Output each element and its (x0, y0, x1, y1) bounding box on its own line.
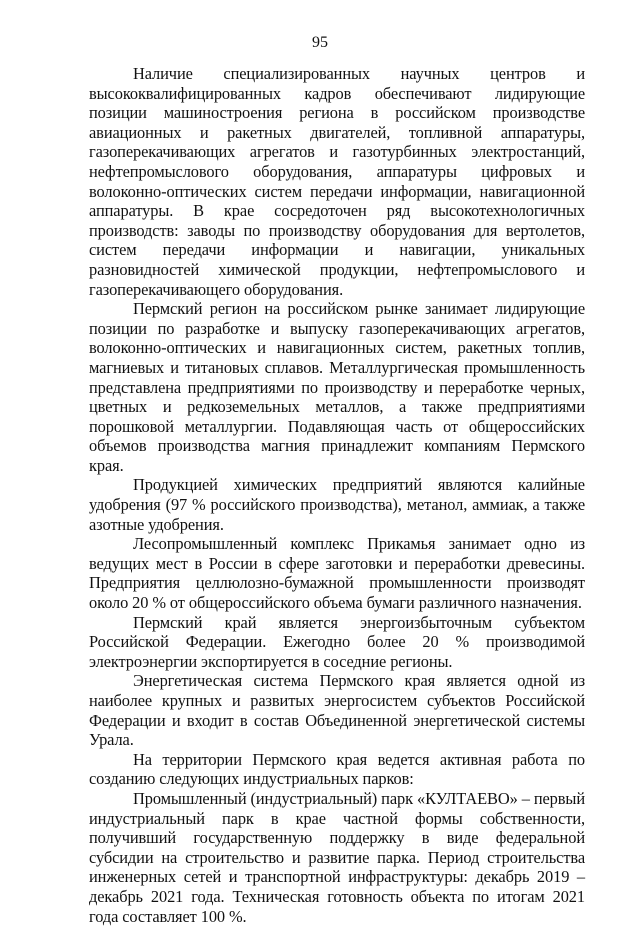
paragraph-machine-building: Наличие специализированных научных центров и высококвалифицированных кадров обеспечивают лидирующие позиции машиностроения региона в российском производстве авиационных и ракетных двигателей, топливной аппаратуры, газоперекачивающих агрегатов и газотурбинных электростанций, нефтепромыслового оборудования, аппаратуры цифровых и волоконно-оптических систем передачи информации, навигационной аппаратуры. В крае сосредоточен ряд высокотехнологичных производств: заводы по производству оборудования для вертолетов, систем передачи информации и навигации, уникальных разновидностей химической продукции, нефтепромыслового и газоперекачивающего оборудования. (89, 64, 585, 299)
paragraph-energy-system: Энергетическая система Пермского края является одной из наиболее крупных и развитых энергосистем субъектов Российской Федерации и входит в состав Объединенной энергетической системы Урала. (89, 671, 585, 750)
paragraph-chemical-products: Продукцией химических предприятий являются калийные удобрения (97 % российского производства), метанол, аммиак, а также азотные удобрения. (89, 475, 585, 534)
page-number: 95 (312, 34, 328, 51)
paragraph-kultaevo-park: Промышленный (индустриальный) парк «КУЛТАЕВО» – первый индустриальный парк в крае частной формы собственности, получивший государственную поддержку в виде федеральной субсидии на строительство и развитие парка. Период строительства инженерных сетей и транспортной инфраструктуры: декабрь 2019 – декабрь 2021 года. Техническая готовность объекта по итогам 2021 года составляет 100 %. (89, 788, 585, 926)
paragraph-timber-industry: Лесопромышленный комплекс Прикамья занимает одно из ведущих мест в России в сфере заготовки и переработки древесины. Предприятия целлюлозно-бумажной промышленности производят около 20 % от общероссийского объема бумаги различного назначения. (89, 534, 585, 613)
paragraph-energy-surplus: Пермский край является энергоизбыточным субъектом Российской Федерации. Ежегодно более 20 % производимой электроэнергии экспортируется в соседние регионы. (89, 612, 585, 671)
document-body (89, 64, 585, 926)
paragraph-perm-region-market: Пермский регион на российском рынке занимает лидирующие позиции по разработке и выпуску газоперекачивающих агрегатов, волоконно-оптических и навигационных систем, ракетных топлив, магниевых и титановых сплавов. Металлургическая промышленность представлена предприятиями по производству и переработке черных, цветных и редкоземельных металлов, а также предприятиями порошковой металлургии. Подавляющая часть от общероссийских объемов производства магния принадлежит компаниям Пермского края. (89, 299, 585, 475)
paragraph-industrial-parks-intro: На территории Пермского края ведется активная работа по созданию следующих индустриальных парков: (89, 749, 585, 789)
